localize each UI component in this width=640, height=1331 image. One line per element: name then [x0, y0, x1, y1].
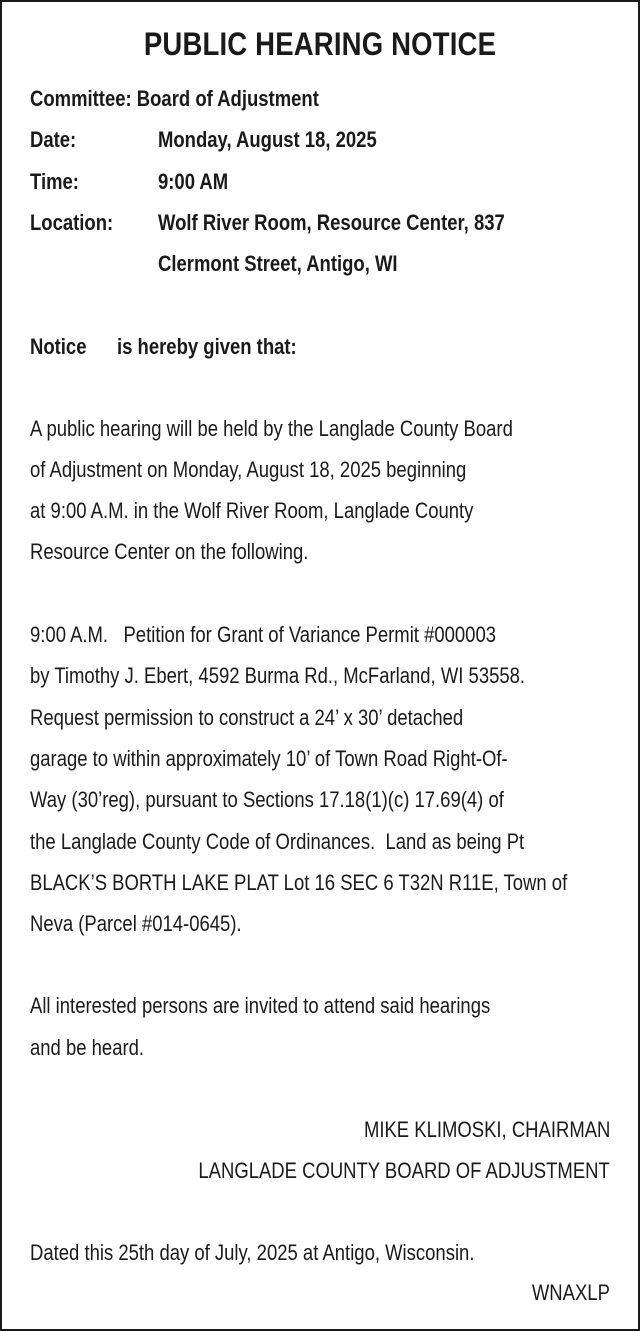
notice-word: Notice [30, 334, 87, 359]
page-title: PUBLIC HEARING NOTICE [143, 26, 497, 62]
paragraph-2-line: BLACK’S BORTH LAKE PLAT Lot 16 SEC 6 T32N R11E, Town of [30, 870, 568, 895]
committee-value: Board of Adjustment [136, 86, 319, 111]
location-label: Location: [30, 210, 114, 235]
date-label: Date: [30, 127, 77, 152]
paragraph-2-line: Request permission to construct a 24’ x 30’ detached [30, 705, 464, 730]
ad-code: WNAXLP [531, 1280, 610, 1305]
paragraph-1-line: Resource Center on the following. [30, 539, 309, 564]
paragraph-1-line: A public hearing will be held by the Langlade County Board [30, 416, 513, 441]
date-value: Monday, August 18, 2025 [158, 127, 377, 152]
signature-name: MIKE KLIMOSKI, CHAIRMAN [363, 1117, 610, 1142]
notice-rest: is hereby given that: [117, 334, 297, 359]
location-line-2: Clermont Street, Antigo, WI [158, 251, 398, 276]
paragraph-2-line: the Langlade County Code of Ordinances. Land as being Pt [30, 829, 525, 854]
paragraph-2-line: Way (30’reg), pursuant to Sections 17.18(1)(c) 17.69(4) of [30, 787, 504, 812]
signature-org: LANGLADE COUNTY BOARD OF ADJUSTMENT [198, 1158, 610, 1183]
date-row [30, 127, 76, 153]
paragraph-2-line: Neva (Parcel #014-0645). [30, 911, 242, 936]
time-label: Time: [30, 169, 79, 194]
dated-line: Dated this 25th day of July, 2025 at Antigo, Wisconsin. [30, 1240, 475, 1265]
paragraph-2-line: 9:00 A.M. Petition for Grant of Variance Permit #000003 [30, 622, 497, 647]
committee-label: Committee: [30, 86, 132, 111]
paragraph-1-line: at 9:00 A.M. in the Wolf River Room, Langlade County [30, 498, 474, 523]
paragraph-3-line: and be heard. [30, 1035, 145, 1060]
paragraph-2-line: by Timothy J. Ebert, 4592 Burma Rd., McFarland, WI 53558. [30, 663, 526, 688]
time-value: 9:00 AM [158, 169, 229, 194]
committee-row [30, 86, 319, 112]
location-line-1: Wolf River Room, Resource Center, 837 [158, 210, 505, 235]
paragraph-2-line: garage to within approximately 10’ of Town Road Right-Of- [30, 746, 508, 771]
paragraph-3-line: All interested persons are invited to attend said hearings [30, 993, 491, 1018]
paragraph-1-line: of Adjustment on Monday, August 18, 2025 beginning [30, 457, 467, 482]
